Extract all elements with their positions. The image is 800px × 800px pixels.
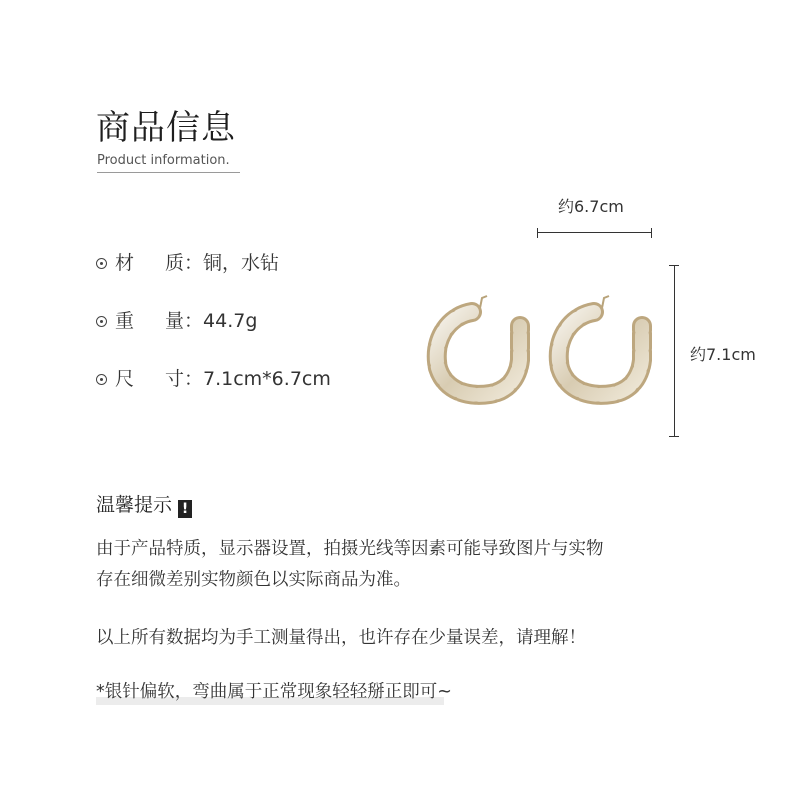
- spec-key: 尺: [115, 368, 135, 390]
- exclamation-icon: !: [178, 500, 192, 518]
- spec-value: 铜，水钻: [203, 252, 280, 274]
- bullet-icon: [96, 374, 107, 385]
- notice-heading: [96, 490, 192, 518]
- height-label: 约7.1cm: [690, 345, 756, 364]
- spec-key-suffix: 量：: [165, 310, 204, 332]
- width-line-cap-left: [537, 228, 538, 238]
- spec-value: 7.1cm*6.7cm: [203, 368, 331, 390]
- spec-key-suffix: 寸：: [165, 368, 204, 390]
- spec-key: 材: [115, 252, 135, 274]
- notice-title-text: 温馨提示: [96, 494, 173, 516]
- subtitle-underline: [97, 172, 240, 173]
- spec-key: 重: [115, 310, 135, 332]
- notice-line-1: 由于产品特质，显示器设置，拍摄光线等因素可能导致图片与实物: [96, 539, 604, 559]
- height-dimension-line: [674, 265, 675, 437]
- spec-value: 44.7g: [203, 310, 258, 332]
- bullet-icon: [96, 316, 107, 327]
- spec-weight: [96, 306, 257, 333]
- left-earring: [437, 296, 520, 395]
- spec-material: [96, 248, 279, 275]
- section-title: 商品信息: [96, 108, 236, 148]
- notice-line-4: *银针偏软，弯曲属于正常现象轻轻掰正即可~: [96, 682, 452, 702]
- width-label: 约6.7cm: [558, 197, 624, 216]
- notice-line-2: 存在细微差别实物颜色以实际商品为准。: [96, 570, 411, 590]
- height-line-cap-top: [669, 265, 679, 266]
- notice-line-3: 以上所有数据均为手工测量得出，也许存在少量误差，请理解！: [96, 628, 586, 648]
- width-dimension-line: [537, 232, 652, 233]
- height-line-cap-bottom: [669, 436, 679, 437]
- width-line-cap-right: [651, 228, 652, 238]
- bullet-icon: [96, 258, 107, 269]
- earrings-image: [420, 290, 660, 410]
- spec-key-suffix: 质：: [165, 252, 204, 274]
- spec-size: [96, 364, 331, 391]
- section-subtitle: Product information.: [97, 153, 230, 168]
- right-earring: [559, 296, 642, 395]
